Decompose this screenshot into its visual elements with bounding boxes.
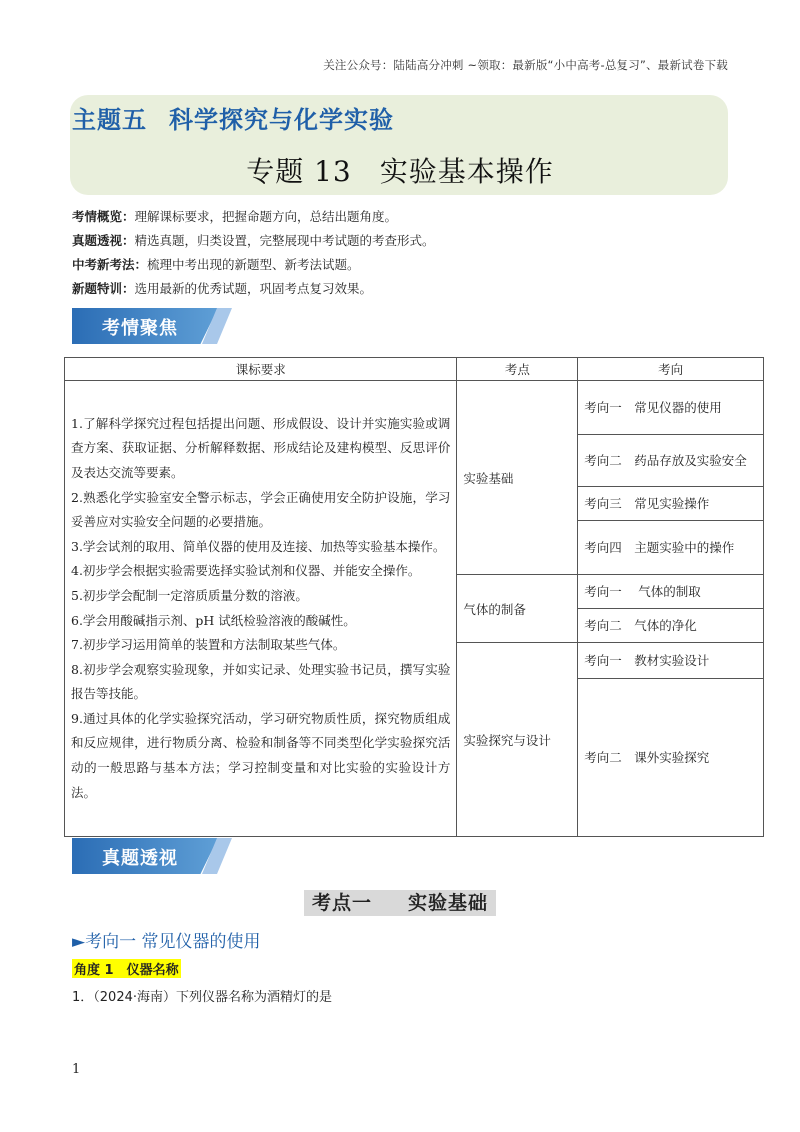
requirement-item: 5.初步学会配制一定溶质质量分数的溶液。 xyxy=(71,587,308,603)
requirements-cell xyxy=(65,381,457,837)
kaodian-label: 考点一 xyxy=(308,890,376,916)
topic-name: 实验基本操作 xyxy=(379,155,554,188)
kaodian-name: 实验基础 xyxy=(404,890,492,916)
section-tag-zhenti xyxy=(72,838,232,874)
question-1: 1．（2024·海南）下列仪器名称为酒精灯的是 xyxy=(72,990,332,1005)
theme-heading xyxy=(72,100,394,135)
direction-cell: 考向一 教材实验设计 xyxy=(578,643,764,679)
intro-line xyxy=(72,229,435,253)
theme-name: 科学探究与化学实验 xyxy=(169,106,394,134)
intro-line xyxy=(72,253,435,277)
header-note: 关注公众号：陆陆高分冲刺 ~领取：最新版“小中高考-总复习”、最新试卷下载 xyxy=(323,58,728,72)
direction-cell: 考向一 常见仪器的使用 xyxy=(578,381,764,435)
intro-list xyxy=(72,205,435,301)
section-tag-kaoqing xyxy=(72,308,232,344)
column-header: 考点 xyxy=(457,358,578,381)
point-cell: 实验基础 xyxy=(457,381,578,575)
direction-cell: 考向三 常见实验操作 xyxy=(578,487,764,521)
requirement-item: 4.初步学会根据实验需要选择实验试剂和仪器、并能安全操作。 xyxy=(71,563,421,579)
requirement-item: 2.熟悉化学实验室安全警示标志，学会正确使用安全防护设施，学习妥善应对实验安全问题的必要措施。 xyxy=(71,489,451,530)
direction-heading: ►考向一 常见仪器的使用 xyxy=(72,932,261,952)
direction-cell: 考向二 课外实验探究 xyxy=(578,679,764,837)
requirement-item: 7.初步学习运用简单的装置和方法制取某些气体。 xyxy=(71,637,346,653)
angle-label: 角度 1 仪器名称 xyxy=(72,959,181,978)
section-tag-label: 考情聚焦 xyxy=(102,318,178,339)
page-number: 1 xyxy=(72,1062,81,1077)
intro-text: 精选真题，归类设置，完整展现中考试题的考查形式。 xyxy=(134,233,435,248)
point-cell: 实验探究与设计 xyxy=(457,643,578,837)
table-row xyxy=(65,381,764,435)
topic-title xyxy=(0,150,800,190)
intro-line xyxy=(72,205,435,229)
requirement-item: 9.通过具体的化学实验探究活动，学习研究物质性质，探究物质组成和反应规律，进行物质分离、检验和制备等不同类型化学实验探究活动的一般思路与基本方法；学习控制变量和对比实验的实验设计方法。 xyxy=(71,710,451,800)
column-header: 课标要求 xyxy=(65,358,457,381)
requirement-item: 3.学会试剂的取用、简单仪器的使用及连接、加热等实验基本操作。 xyxy=(71,538,446,554)
table-header-row xyxy=(65,358,764,381)
point-cell: 气体的制备 xyxy=(457,575,578,643)
kaodian-title xyxy=(0,888,800,915)
intro-label: 新题特训： xyxy=(72,281,135,296)
requirement-item: 6.学会用酸碱指示剂、pH 试纸检验溶液的酸碱性。 xyxy=(71,612,356,628)
direction-cell: 考向一 气体的制取 xyxy=(578,575,764,609)
section-tag-label: 真题透视 xyxy=(102,848,178,869)
direction-cell: 考向二 气体的净化 xyxy=(578,609,764,643)
intro-label: 考情概览： xyxy=(72,209,135,224)
intro-label: 真题透视： xyxy=(72,233,135,248)
direction-cell: 考向二 药品存放及实验安全 xyxy=(578,435,764,487)
intro-text: 理解课标要求，把握命题方向，总结出题角度。 xyxy=(134,209,398,224)
direction-cell: 考向四 主题实验中的操作 xyxy=(578,521,764,575)
curriculum-table xyxy=(64,357,764,837)
intro-label: 中考新考法： xyxy=(72,257,148,272)
requirement-item: 8.初步学会观察实验现象，并如实记录、处理实验书记员，撰写实验报告等技能。 xyxy=(71,661,451,702)
topic-label: 专题 13 xyxy=(246,155,352,188)
theme-label: 主题五 xyxy=(72,106,147,134)
column-header: 考向 xyxy=(578,358,764,381)
intro-text: 梳理中考出现的新题型、新考法试题。 xyxy=(147,257,360,272)
requirement-item: 1.了解科学探究过程包括提出问题、形成假设、设计并实施实验或调查方案、获取证据、分析解释数据、形成结论及建构模型、反思评价及表达交流等要素。 xyxy=(71,415,451,480)
intro-line xyxy=(72,277,435,301)
intro-text: 选用最新的优秀试题，巩固考点复习效果。 xyxy=(134,281,373,296)
